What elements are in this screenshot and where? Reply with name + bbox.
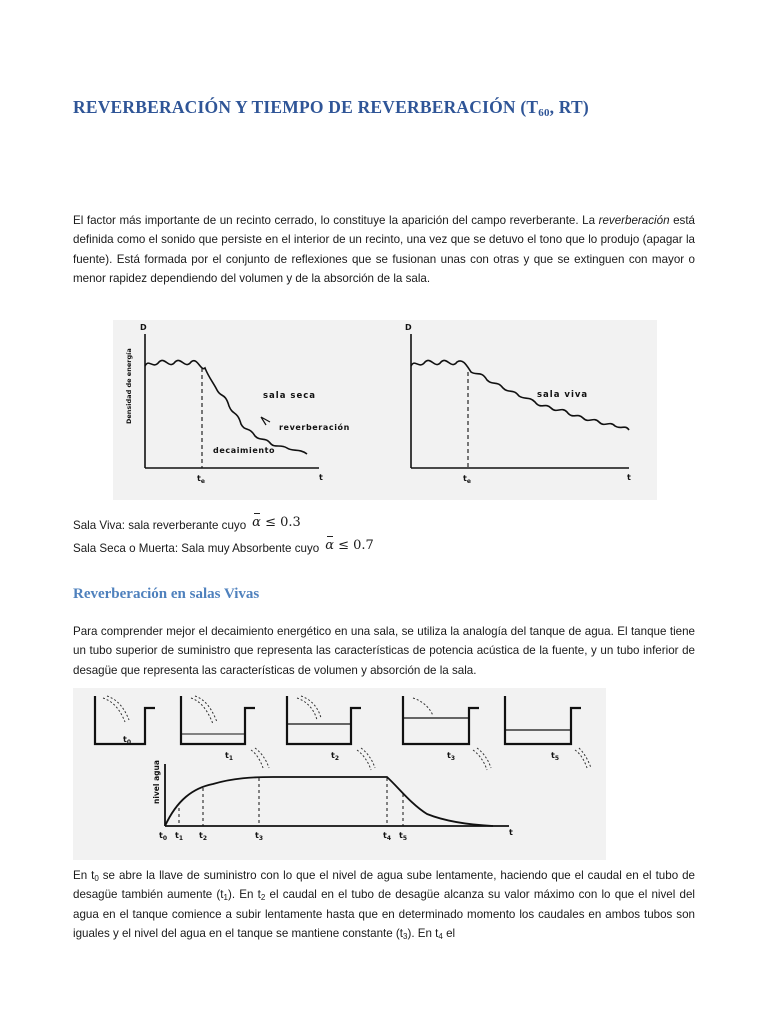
- explanation-paragraph: En $t_0$ se abre la llave de suministro con lo que el nivel de agua sube lentamente, haciendo que el caudal en el tubo de desagüe también aumente $(t_1)$. En $t_2$ el caudal en el tubo de desagüe alcanza su valor máximo con lo que el nivel del agua en el tanque comience a subir lentamente hasta que en determinado momento los caudales en ambos tubos son iguales y el nivel del agua en el tanque se mantiene constante $(t_3)$. En $t_4$ el: [73, 869, 695, 942]
- alpha-condition-seca: α ≤ 0.7: [325, 538, 374, 553]
- reverberacion-label: reverberación: [279, 423, 350, 432]
- left-x-axis-label: t: [319, 473, 323, 482]
- tick-t0: $t_0$: [159, 831, 168, 842]
- left-te-tick: $t_e$: [197, 474, 205, 485]
- sala-viva-label: sala viva: [537, 390, 589, 400]
- analogy-paragraph: Para comprender mejor el decaimiento energético en una sala, se utiliza la analogía del tanque de agua. El tanque tiene un tubo superior de suministro que representa las características de potencia acústica de la fuente, y un tubo inferior de desagüe que representa las características de volumen y absorción de la sala.: [73, 625, 695, 677]
- tick-t2: $t_2$: [199, 831, 208, 842]
- tank-t0-label: $t_0$: [123, 735, 132, 746]
- alpha-condition-viva: α ≤ 0.3: [252, 515, 301, 530]
- sala-viva-definition: Sala Viva: sala reverberante cuyo α ≤ 0.3: [73, 515, 301, 532]
- right-x-axis-label: t: [627, 473, 631, 482]
- sala-seca-definition: Sala Seca o Muerta: Sala muy Absorbente cuyo α ≤ 0.7: [73, 538, 374, 555]
- tick-t3: $t_3$: [255, 831, 264, 842]
- nivel-agua-axis-title: nivel agua: [152, 760, 161, 804]
- tick-t5: $t_5$: [399, 831, 408, 842]
- left-y-axis-title: Densidad de energía: [125, 348, 133, 424]
- tank-t5-label: $t_5$: [551, 751, 560, 762]
- page-title: REVERBERACIÓN Y TIEMPO DE REVERBERACIÓN ($T_{60}$, RT): [73, 97, 589, 119]
- sala-seca-label: sala seca: [263, 391, 317, 401]
- right-te-tick: $t_e$: [463, 474, 471, 485]
- tick-t4: $t_4$: [383, 831, 392, 842]
- tank-t1-label: $t_1$: [225, 751, 234, 762]
- left-y-axis-label: D: [140, 323, 147, 332]
- water-tank-figure: [73, 688, 606, 860]
- tank-t3-label: $t_3$: [447, 751, 456, 762]
- tank-t2-label: $t_2$: [331, 751, 340, 762]
- emphasis-term: reverberación: [598, 214, 670, 227]
- decaimiento-label: decaimiento: [213, 446, 276, 455]
- section-heading: Reverberación en salas Vivas: [73, 586, 260, 602]
- intro-paragraph: El factor más importante de un recinto cerrado, lo constituye la aparición del campo reverberante. La reverberación está definida como el sonido que persiste en el interior de un recinto, una vez que se detuvo el tono que lo produjo (apagar la fuente). Está formada por el conjunto de reflexiones que se fusionan unas con otras y que se extinguen con mayor o menor rapidez dependiendo del volumen y de la absorción de la sala.: [73, 214, 695, 286]
- right-y-axis-label: D: [405, 323, 412, 332]
- tank-graph-x-axis-label: t: [509, 828, 513, 837]
- tick-t1: $t_1$: [175, 831, 184, 842]
- decay-comparison-figure: [113, 320, 657, 500]
